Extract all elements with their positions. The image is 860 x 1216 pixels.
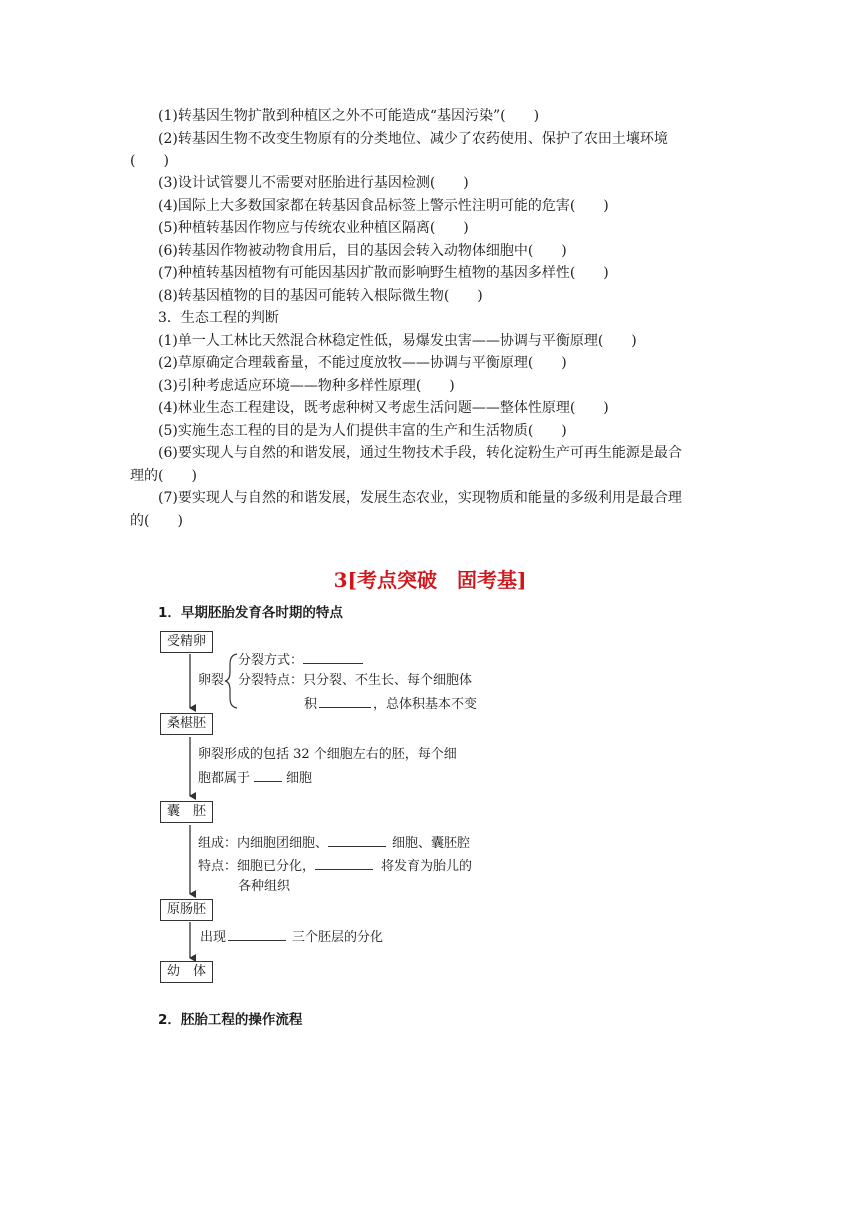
morula-desc-line2 <box>198 767 312 789</box>
statement-3-4: (4)林业生态工程建设，既考虑种树又考虑生活问题——整体性原理( ) <box>158 400 609 416</box>
feature-cont-b: ，总体积基本不变 <box>373 697 478 712</box>
part2-title: 2．胚胎工程的操作流程 <box>158 1012 303 1028</box>
division-feature-cont <box>304 693 477 715</box>
section3-title: 3．生态工程的判断 <box>158 310 279 326</box>
division-mode <box>238 649 363 671</box>
statement-3-6-cont: 理的( ) <box>130 468 197 484</box>
statement-3-7-cont: 的( ) <box>130 513 183 529</box>
morula-desc-line1: 卵裂形成的包括 32 个细胞左右的胚，每个细 <box>198 747 457 762</box>
blank-division-mode <box>303 649 363 664</box>
statement-2-3: (3)设计试管婴儿不需要对胚胎进行基因检测( ) <box>158 175 469 191</box>
blank-germ-layers <box>228 926 286 941</box>
statement-3-3: (3)引种考虑适应环境——物种多样性原理( ) <box>158 378 455 394</box>
stage-zygote: 受精卵 <box>160 631 213 653</box>
statement-2-4: (4)国际上大多数国家都在转基因食品标签上警示性注明可能的危害( ) <box>158 198 609 214</box>
statement-2-2: (2)转基因生物不改变生物原有的分类地位、减少了农药使用、保护了农田土壤环境 <box>158 131 668 147</box>
comp-b: 细胞、囊胚腔 <box>392 836 471 851</box>
morula-line2-b: 细胞 <box>286 771 313 786</box>
stage-blastocyst: 囊 胚 <box>160 801 213 823</box>
statement-2-5: (5)种植转基因作物应与传统农业种植区隔离( ) <box>158 220 469 236</box>
statement-3-1: (1)单一人工林比天然混合林稳定性低，易爆发虫害——协调与平衡原理( ) <box>158 333 637 349</box>
stage-gastrula: 原肠胚 <box>160 899 213 921</box>
statement-3-7: (7)要实现人与自然的和谐发展，发展生态农业，实现物质和能量的多级利用是最合理 <box>158 490 682 506</box>
blank-trophoblast <box>328 832 386 847</box>
statement-3-5: (5)实施生态工程的目的是为人们提供丰富的生产和生活物质( ) <box>158 423 567 439</box>
statement-3-6: (6)要实现人与自然的和谐发展，通过生物技术手段，转化淀粉生产可再生能源是最合 <box>158 445 682 461</box>
morula-line2-a: 胞都属于 <box>198 771 251 786</box>
stage-larva: 幼 体 <box>160 961 213 983</box>
cleavage-label: 卵裂 <box>198 673 225 688</box>
statement-2-1: (1)转基因生物扩散到种植区之外不可能造成“基因污染”( ) <box>158 108 540 124</box>
division-feature: 分裂特点：只分裂、不生长、每个细胞体 <box>238 673 473 688</box>
statement-2-7: (7)种植转基因植物有可能因基因扩散而影响野生植物的基因多样性( ) <box>158 265 609 281</box>
statement-3-2: (2)草原确定合理载畜量，不能过度放牧——协调与平衡原理( ) <box>158 355 567 371</box>
stage-morula: 桑椹胚 <box>160 713 213 735</box>
feature-cont-a: 积 <box>304 697 318 712</box>
feat-b: 将发育为胎儿的 <box>381 859 473 874</box>
blastocyst-feature-cont: 各种组织 <box>238 879 291 894</box>
blastocyst-composition <box>198 832 470 854</box>
cleavage-brace <box>225 654 237 708</box>
part1-title: 1．早期胚胎发育各时期的特点 <box>158 605 343 621</box>
section-heading: 3[考点突破 固考基] <box>333 568 527 592</box>
blank-cell-type <box>254 767 282 782</box>
gastrula-desc <box>200 926 383 948</box>
gast-b: 三个胚层的分化 <box>292 930 384 945</box>
division-mode-label: 分裂方式： <box>238 653 304 668</box>
statement-2-6: (6)转基因作物被动物食用后，目的基因会转入动物体细胞中( ) <box>158 243 567 259</box>
blank-inner-cell-mass <box>315 855 373 870</box>
statement-2-2-cont: ( ) <box>130 153 169 169</box>
gast-a: 出现 <box>200 930 227 945</box>
statement-2-8: (8)转基因植物的目的基因可能转入根际微生物( ) <box>158 288 483 304</box>
comp-a: 组成：内细胞团细胞、 <box>198 836 329 851</box>
feat-a: 特点：细胞已分化， <box>198 859 316 874</box>
blank-cell-volume <box>319 693 371 708</box>
blastocyst-feature <box>198 855 472 877</box>
